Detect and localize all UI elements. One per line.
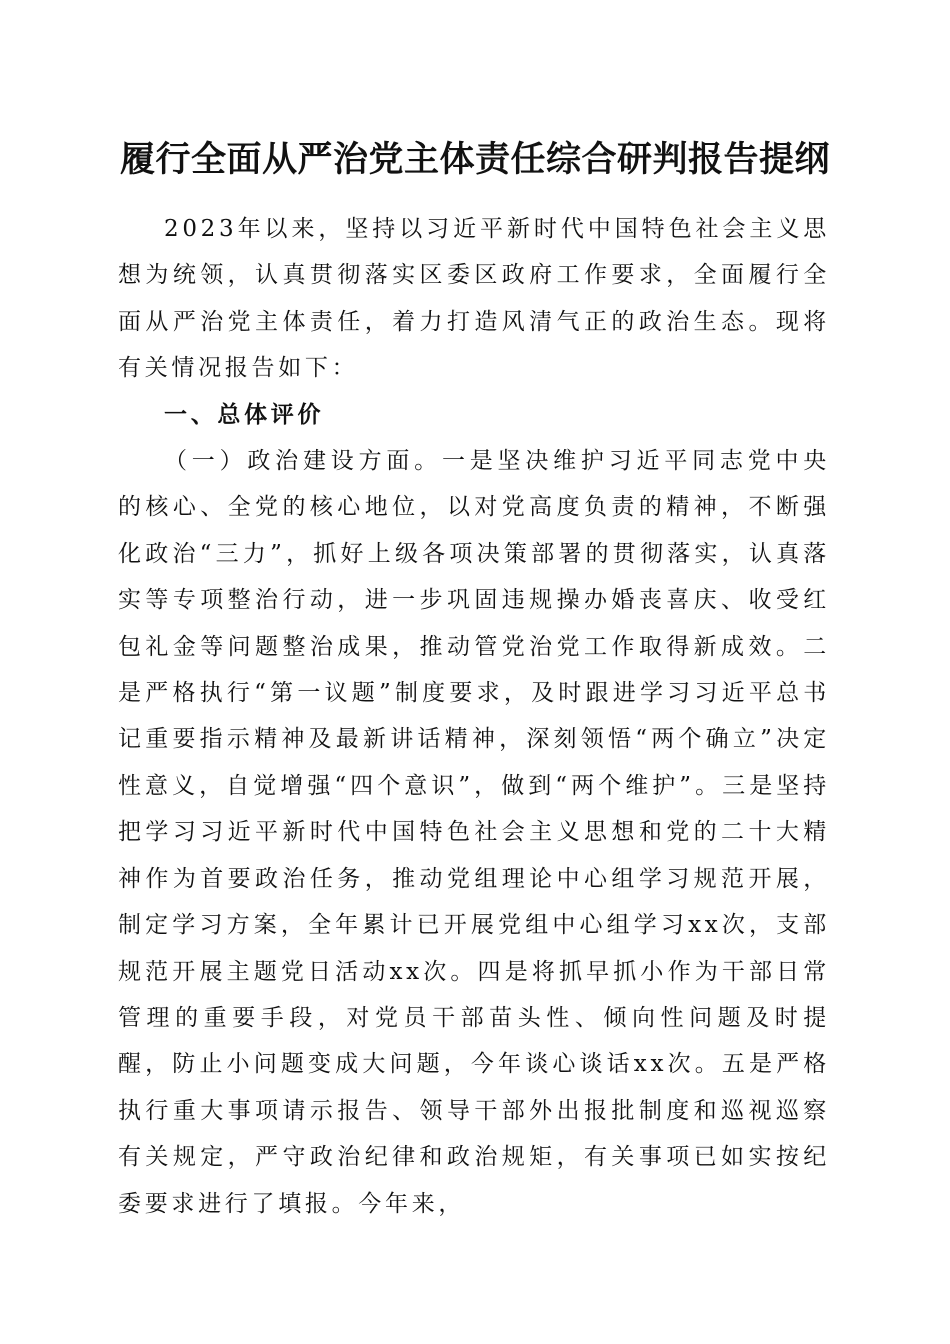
intro-paragraph: 2023年以来，坚持以习近平新时代中国特色社会主义思想为统领，认真贯彻落实区委区政府工作要求，全面履行全面从严治党主体责任，着力打造风清气正的政治生态。现将有关情况报告如下： (118, 216, 830, 382)
section-heading-overall-evaluation: 一、总体评价 (164, 400, 325, 428)
political-construction-paragraph (118, 438, 830, 1227)
document-body (118, 206, 830, 1227)
political-construction-body: 一是坚决维护习近平同志党中央的核心、全党的核心地位，以对党高度负责的精神，不断强化政治“三力”，抓好上级各项决策部署的贯彻落实，认真落实等专项整治行动，进一步巩固违规操办婚丧喜庆、收受红包礼金等问题整治成果，推动管党治党工作取得新成效。二是严格执行“第一议题”制度要求，及时跟进学习习近平总书记重要指示精神及最新讲话精神，深刻领悟“两个确立”决定性意义，自觉增强“四个意识”，做到“两个维护”。三是坚持把学习习近平新时代中国特色社会主义思想和党的二十大精神作为首要政治任务，推动党组理论中心组学习规范开展，制定学习方案，全年累计已开展党组中心组学习xx次，支部规范开展主题党日活动xx次。四是将抓早抓小作为干部日常管理的重要手段，对党员干部苗头性、倾向性问题及时提醒，防止小问题变成大问题，今年谈心谈话xx次。五是严格执行重大事项请示报告、领导干部外出报批制度和巡视巡察有关规定，严守政治纪律和政治规矩，有关事项已如实按纪委要求进行了填报。今年来， (118, 448, 830, 1217)
subsection-heading-political-construction: （一）政治建设方面。 (164, 448, 442, 475)
document-title: 履行全面从严治党主体责任综合研判报告提纲 (119, 139, 830, 180)
